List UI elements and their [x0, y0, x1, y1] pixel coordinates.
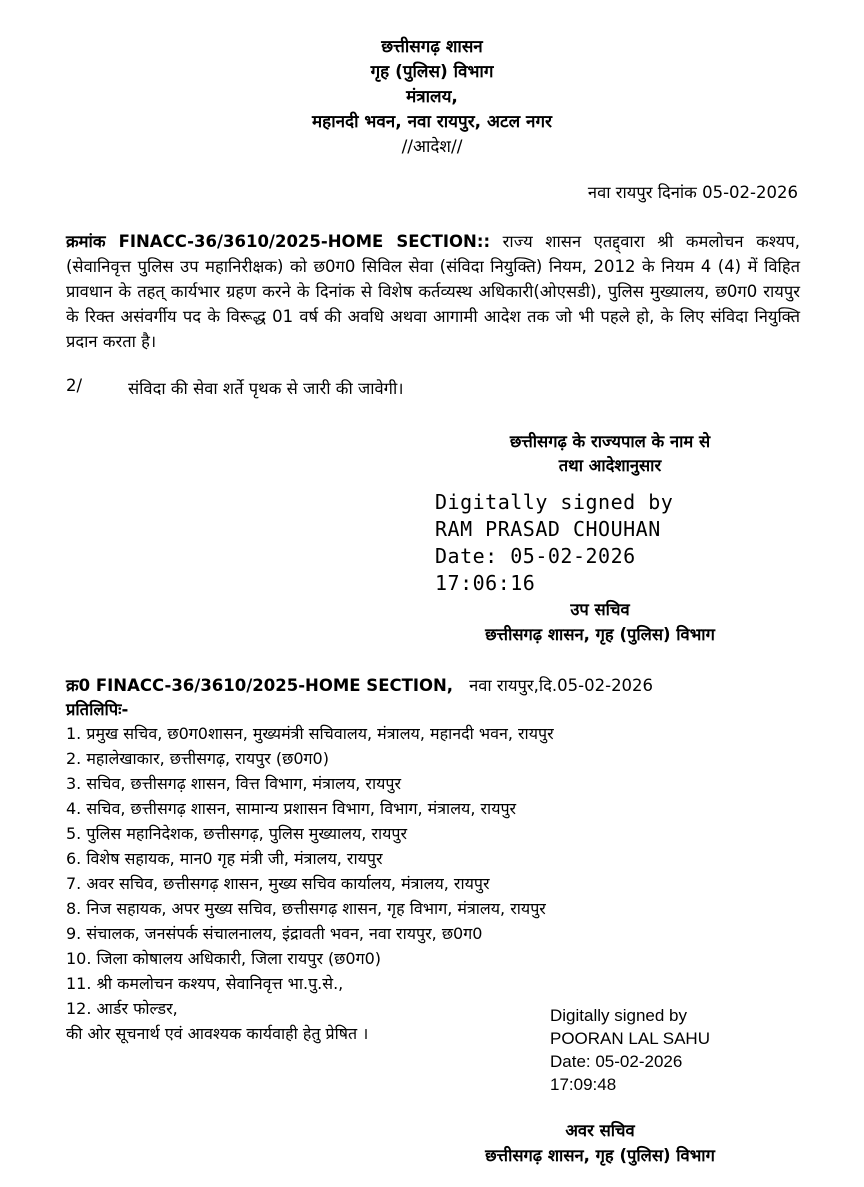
order-number: क्रमांक FINACC-36/3610/2025-HOME SECTION:: — [66, 232, 491, 251]
copy-number-line — [66, 673, 653, 696]
signature2-date: Date: 05-02-2026 — [550, 1052, 683, 1071]
digital-signature-2 — [550, 1004, 710, 1096]
signatory1-department: छत्तीसगढ़ शासन, गृह (पुलिस) विभाग — [485, 625, 715, 644]
signatory2-department: छत्तीसगढ़ शासन, गृह (पुलिस) विभाग — [485, 1146, 715, 1165]
header-order-title: //आदेश// — [401, 137, 463, 157]
para2-text: संविदा की सेवा शर्ते पृथक से जारी की जावेगी। — [128, 379, 404, 398]
list-item: 2. महालेखाकार, छत्तीसगढ़, रायपुर (छ0ग0) — [66, 749, 329, 768]
signature1-date: Date: 05-02-2026 — [435, 544, 636, 568]
signature2-time: 17:09:48 — [550, 1075, 617, 1094]
authority-line2: तथा आदेशानुसार — [558, 456, 662, 475]
list-item: 6. विशेष सहायक, मान0 गृह मंत्री जी, मंत्रालय, रायपुर — [66, 849, 383, 868]
list-item: 8. निज सहायक, अपर मुख्य सचिव, छत्तीसगढ़ शासन, गृह विभाग, मंत्रालय, रायपुर — [66, 899, 546, 918]
list-item: 1. प्रमुख सचिव, छ0ग0शासन, मुख्यमंत्री सचिवालय, मंत्रालय, महानदी भवन, रायपुर — [66, 724, 554, 743]
list-item: 12. आर्डर फोल्डर, — [66, 999, 178, 1018]
signature1-signer: RAM PRASAD CHOUHAN — [435, 517, 661, 541]
header-address: महानदी भवन, नवा रायपुर, अटल नगर — [312, 112, 552, 132]
list-item: 10. जिला कोषालय अधिकारी, जिला रायपुर (छ0ग0) — [66, 949, 382, 968]
list-item: 11. श्री कमलोचन कश्यप, सेवानिवृत्त भा.पु.से., — [66, 974, 344, 993]
signature2-line1: Digitally signed by — [550, 1006, 688, 1025]
list-item: 7. अवर सचिव, छत्तीसगढ़ शासन, मुख्य सचिव कार्यालय, मंत्रालय, रायपुर — [66, 874, 490, 893]
copy-heading: प्रतिलिपिः- — [66, 700, 129, 719]
copy-closing: की ओर सूचनार्थ एवं आवश्यक कार्यवाही हेतु प्रेषित । — [66, 1024, 369, 1043]
order-date: नवा रायपुर दिनांक 05-02-2026 — [587, 183, 798, 202]
authority-line1: छत्तीसगढ़ के राज्यपाल के नाम से — [509, 432, 711, 451]
copy-date: नवा रायपुर,दि.05-02-2026 — [469, 676, 654, 695]
list-item: 9. संचालक, जनसंपर्क संचालनालय, इंद्रावती भवन, नवा रायपुर, छ0ग0 — [66, 924, 483, 943]
list-item: 3. सचिव, छत्तीसगढ़ शासन, वित्त विभाग, मंत्रालय, रायपुर — [66, 774, 402, 793]
para2-number: 2/ — [66, 376, 83, 395]
order-body-paragraph — [66, 229, 800, 354]
copy-list — [66, 721, 554, 1046]
copy-number: क्र0 FINACC-36/3610/2025-HOME SECTION, — [66, 676, 454, 695]
list-item: 5. पुलिस महानिदेशक, छत्तीसगढ़, पुलिस मुख्यालय, रायपुर — [66, 824, 408, 843]
signatory2-designation: अवर सचिव — [565, 1121, 635, 1140]
digital-signature-1 — [435, 489, 673, 597]
signature1-time: 17:06:16 — [435, 571, 536, 595]
signature2-signer: POORAN LAL SAHU — [550, 1029, 710, 1048]
list-item: 4. सचिव, छत्तीसगढ़ शासन, सामान्य प्रशासन विभाग, विभाग, मंत्रालय, रायपुर — [66, 799, 517, 818]
order-body-text: राज्य शासन एतद्द्वारा श्री कमलोचन कश्यप,(सेवानिवृत्त पुलिस उप महानिरीक्षक) को छ0ग0 सिविल सेवा (संविदा नियुक्ति) नियम, 2012 के नियम 4 (4) में विहित प्रावधान के तहत् कार्यभार ग्रहण करने के दिनांक से विशेष कर्तव्यस्थ अधिकारी(ओएसडी), पुलिस मुख्यालय, छ0ग0 रायपुर के रिक्त असंवर्गीय पद के विरूद्ध 01 वर्ष की अवधि अथवा आगामी आदेश तक जो भी पहले हो, के लिए संविदा नियुक्ति प्रदान करता है। — [66, 232, 800, 351]
header-government: छत्तीसगढ़ शासन — [381, 37, 483, 57]
signatory1-designation: उप सचिव — [570, 600, 630, 619]
header-department: गृह (पुलिस) विभाग — [370, 62, 494, 82]
signature1-line1: Digitally signed by — [435, 490, 674, 514]
header-ministry: मंत्रालय, — [406, 87, 458, 107]
